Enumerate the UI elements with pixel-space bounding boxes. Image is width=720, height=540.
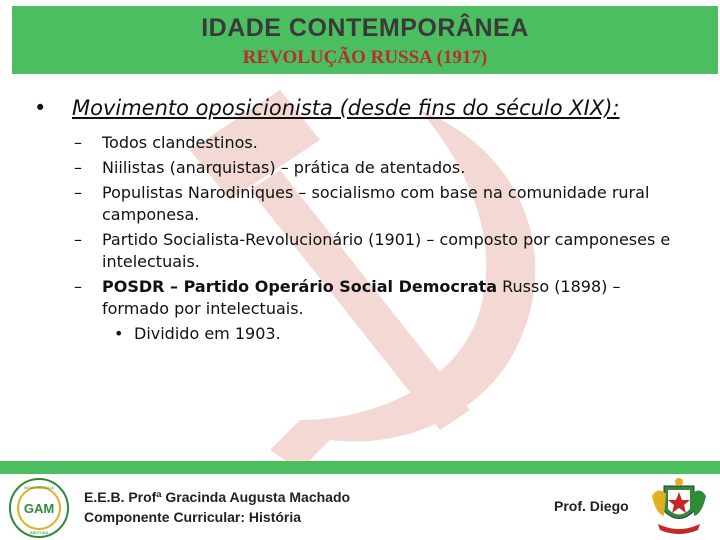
school-name: E.E.B. Profª Gracinda Augusta Machado — [84, 489, 351, 505]
list-item: – Todos clandestinos. — [74, 133, 258, 152]
third-level-text: Dividido em 1903. — [134, 324, 281, 343]
footer-school-info — [84, 487, 350, 527]
school-logo-icon — [8, 477, 70, 539]
sub-bullet-list — [30, 132, 680, 320]
footer — [0, 474, 720, 540]
bullet-dot-icon: • — [34, 96, 47, 120]
list-item: – POSDR – Partido Operário Social Democrata Russo (1898) – formado por intelectuais. — [74, 277, 621, 318]
main-bullet — [30, 94, 680, 122]
state-coat-of-arms-icon — [644, 476, 714, 538]
teacher-name: Prof. Diego — [554, 498, 629, 514]
bullet-dot-icon: • — [114, 324, 124, 343]
logo-letters: GAM — [23, 501, 55, 516]
footer-band — [0, 461, 720, 474]
slide-subtitle: REVOLUÇÃO RUSSA (1917) — [242, 47, 488, 68]
posdr-bold-text: POSDR – Partido Operário Social Democrata — [102, 277, 498, 296]
main-bullet-text: Movimento oposicionista (desde fins do século XIX): — [72, 96, 620, 120]
list-item-text: Populistas Narodiniques – socialismo com base na comunidade rural camponesa. — [102, 183, 650, 224]
logo-bottom-text: IMBITUBA — [29, 530, 49, 535]
title-banner — [12, 6, 718, 74]
list-item: – Niilistas (anarquistas) – prática de atentados. — [74, 158, 466, 177]
list-item-text: Todos clandestinos. — [102, 133, 258, 152]
list-item-text: Partido Socialista-Revolucionário (1901) – composto por camponeses e intelectuais. — [102, 230, 671, 271]
slide-body — [30, 94, 680, 345]
logo-top-text: NOVA BRASILIA — [24, 485, 54, 490]
third-level-bullet — [30, 323, 680, 345]
list-item-text: Niilistas (anarquistas) – prática de atentados. — [102, 158, 466, 177]
course-name: Componente Curricular: História — [84, 509, 302, 525]
posdr-rest-text: Russo (1898) – formado por intelectuais. — [102, 277, 621, 318]
list-item: – Populistas Narodiniques – socialismo com base na comunidade rural camponesa. — [74, 183, 650, 224]
list-item: – Partido Socialista-Revolucionário (1901) – composto por camponeses e intelectuais. — [74, 230, 671, 271]
slide-title: IDADE CONTEMPORÂNEA — [201, 14, 529, 42]
